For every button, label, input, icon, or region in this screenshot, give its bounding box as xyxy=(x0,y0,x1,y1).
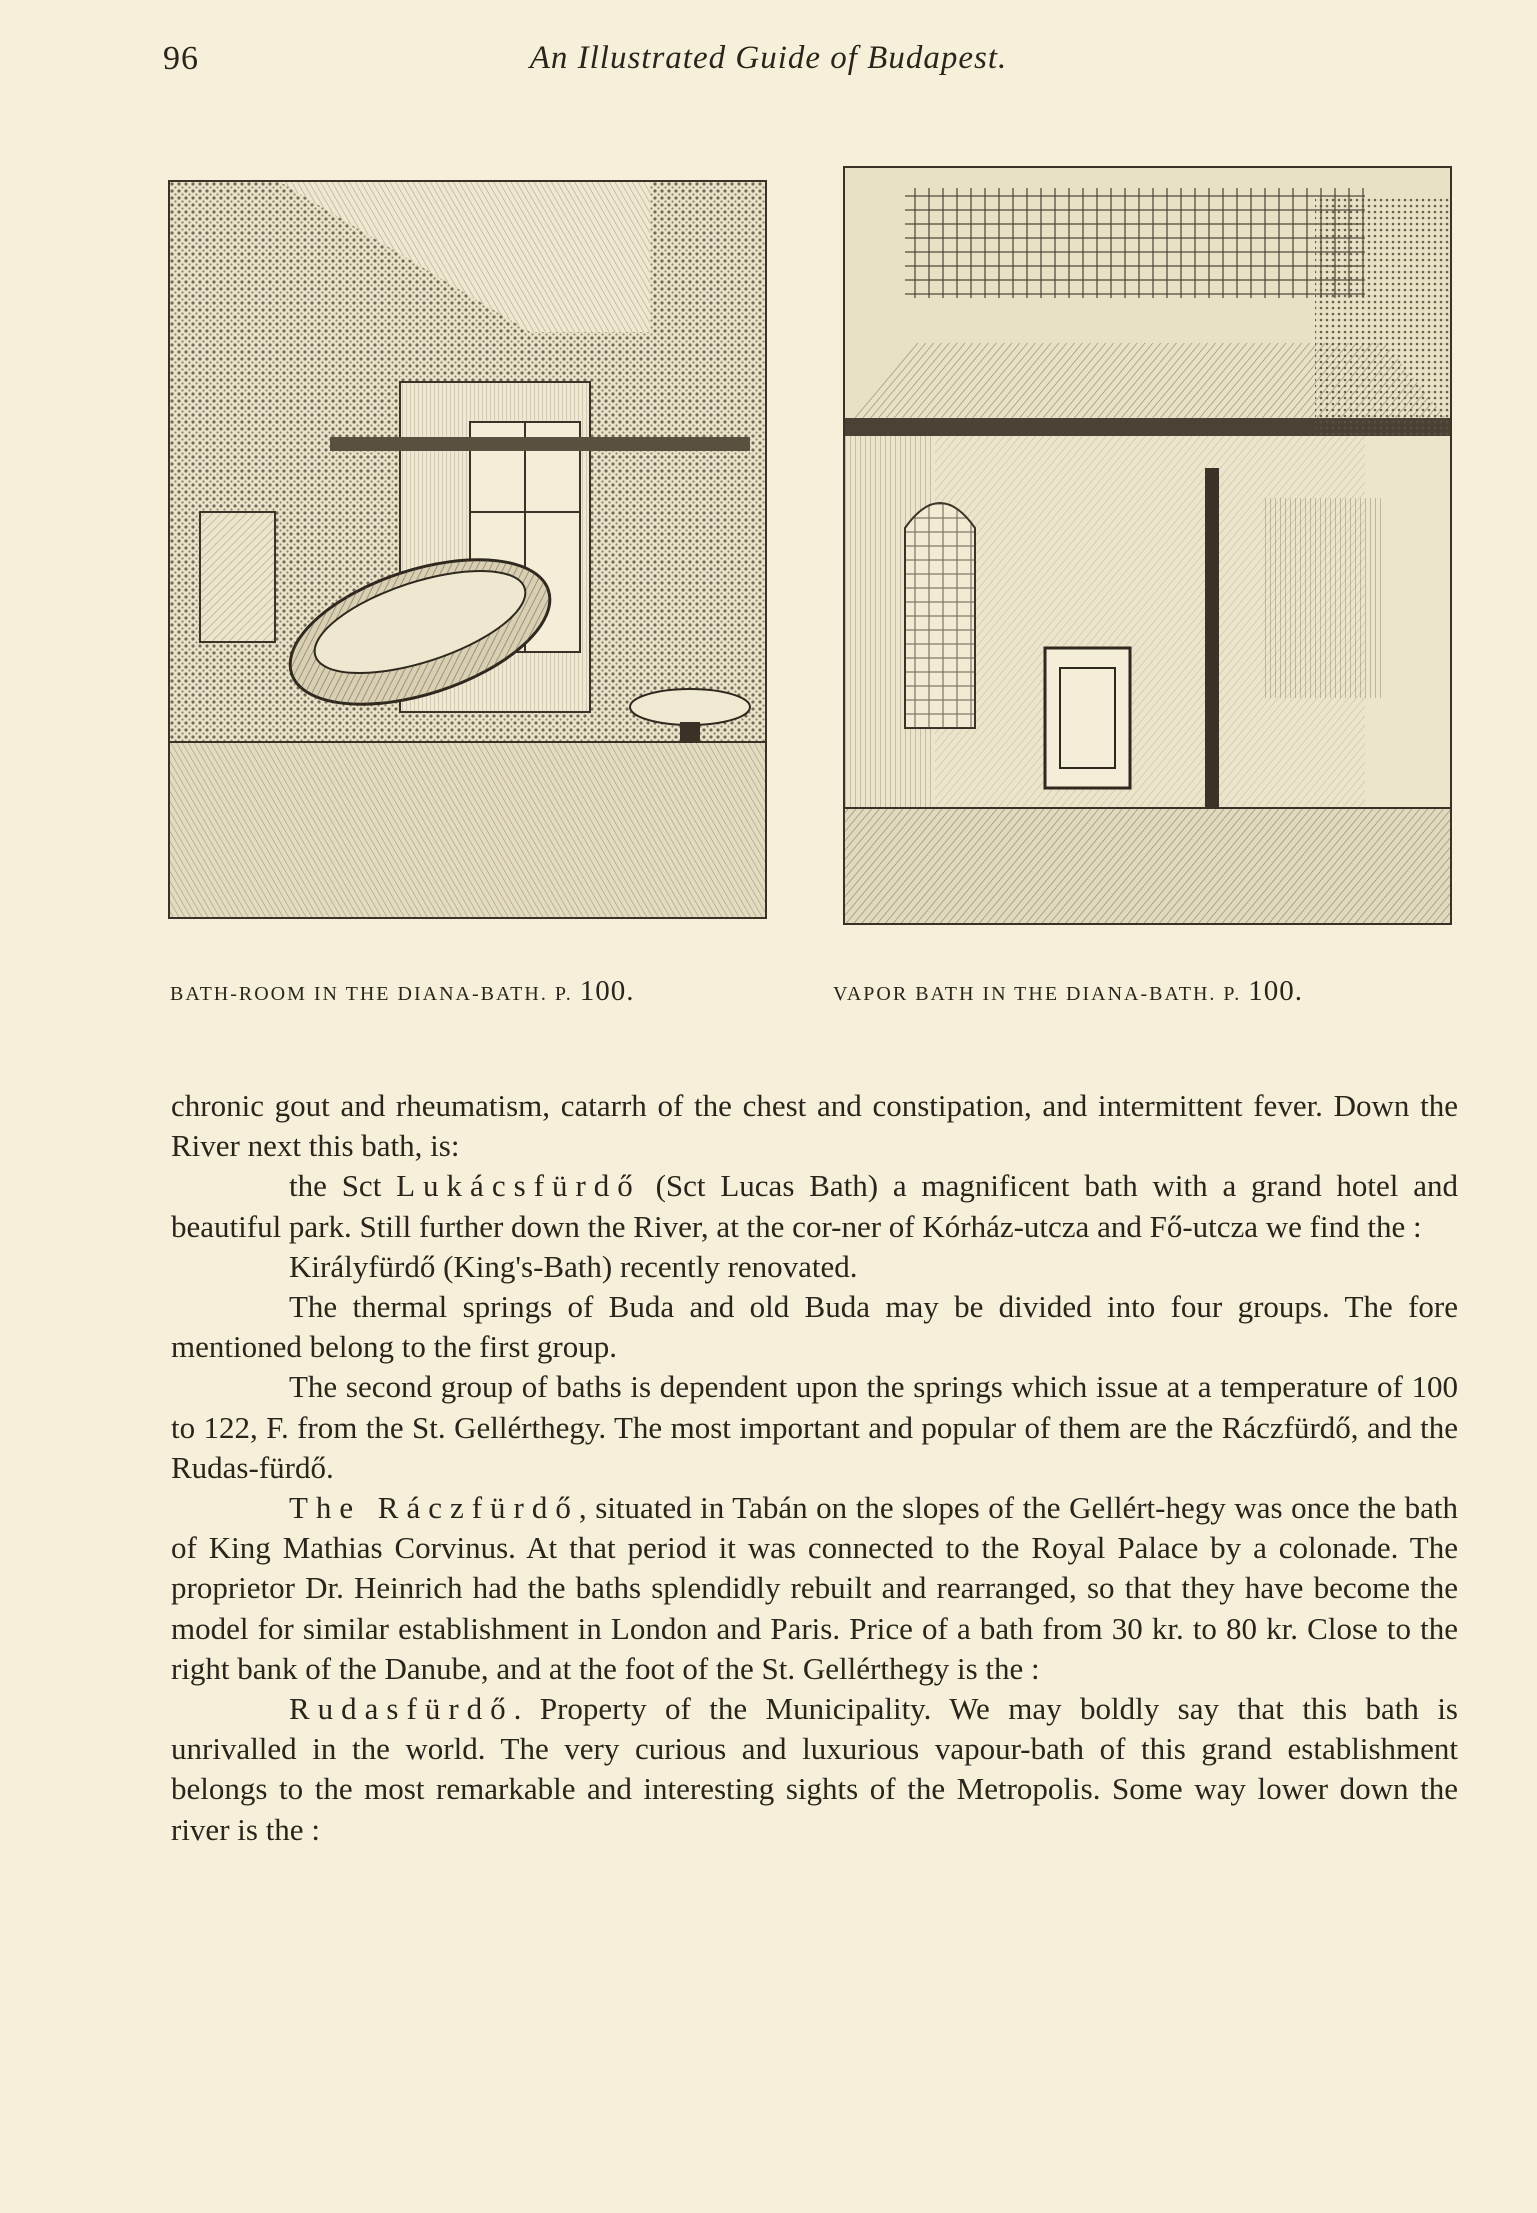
paragraph: chronic gout and rheumatism, catarrh of the chest and constipation, and intermittent fever. Down the River next this bath, is: xyxy=(171,1088,1458,1164)
spaced-name: Lukácsfürdő xyxy=(396,1168,641,1204)
caption-bath-room xyxy=(170,975,635,1008)
caption-page-ref: 100. xyxy=(1248,975,1304,1007)
spaced-name: The Ráczfürdő xyxy=(289,1490,579,1526)
paragraph: The second group of baths is dependent upon the springs which issue at a temperature of 100 to 122, F. from the St. Gellérthegy. The most important and popular of them are the Ráczfürdő, and the Rudas-fürdő. xyxy=(171,1369,1458,1485)
caption-page-ref: 100. xyxy=(579,975,635,1007)
paragraph: The thermal springs of Buda and old Buda may be divided into four groups. The fore mentioned belong to the first group. xyxy=(171,1289,1458,1365)
bath-room-engraving xyxy=(168,180,767,919)
paragraph: the Sct Lukácsfürdő (Sct Lucas Bath) a magnificent bath with a grand hotel and beautiful park. Still further down the River, at the cor-ner of Kórház-utcza and Fő-utcza we find the : xyxy=(171,1168,1458,1244)
caption-text: BATH-ROOM IN THE DIANA-BATH. P. xyxy=(170,983,573,1005)
paragraph: Rudasfürdő. Property of the Municipality. We may boldly say that this bath is unrivalled in the world. The very curious and luxurious vapour-bath of this grand establishment belongs to the most remarkable and interesting sights of the Metropolis. Some way lower down the river is the : xyxy=(171,1691,1458,1847)
paragraph: The Ráczfürdő, situated in Tabán on the slopes of the Gellért-hegy was once the bath of King Mathias Corvinus. At that period it was connected to the Royal Palace by a colonade. The proprietor Dr. Heinrich had the baths splendidly rebuilt and rearranged, so that they have become the model for similar establishment in London and Paris. Price of a bath from 30 kr. to 80 kr. Close to the right bank of the Danube, and at the foot of the St. Gellérthegy is the : xyxy=(171,1490,1458,1686)
caption-vapor-bath xyxy=(833,975,1303,1008)
running-title: An Illustrated Guide of Budapest. xyxy=(529,40,1008,76)
caption-text: VAPOR BATH IN THE DIANA-BATH. P. xyxy=(833,983,1242,1005)
spaced-name: Rudasfürdő xyxy=(289,1691,514,1727)
body-text xyxy=(171,1086,1458,1850)
paragraph: Királyfürdő (King's-Bath) recently renovated. xyxy=(289,1248,858,1284)
page-number: 96 xyxy=(163,40,199,77)
vapor-bath-engraving xyxy=(843,166,1452,925)
